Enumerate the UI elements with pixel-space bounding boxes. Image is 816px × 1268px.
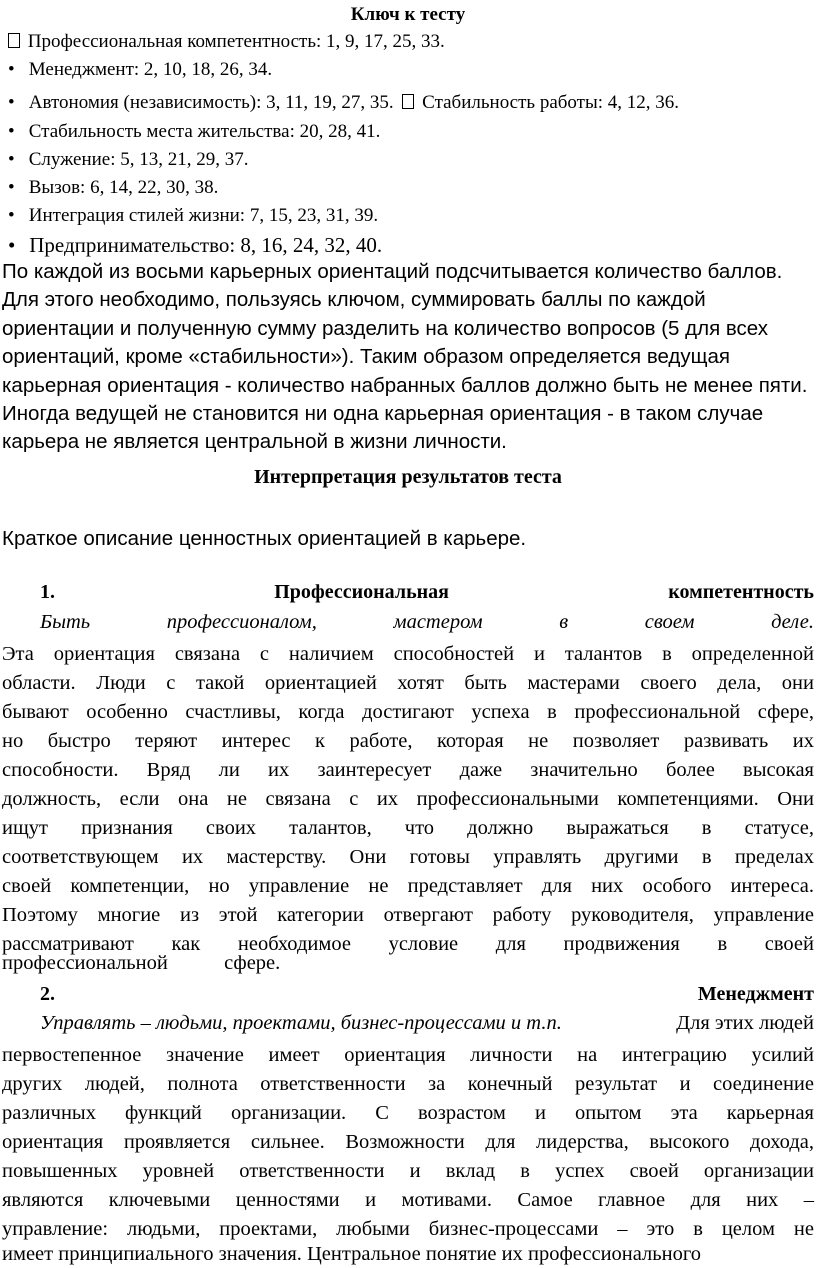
motto-word: своем (644, 611, 695, 633)
key-item (8, 149, 249, 171)
bullet-icon: • (8, 59, 15, 80)
body-line: области. Люди с такой ориентацией хотят быть мастерами своего дела, они (2, 672, 814, 694)
scoring-paragraph: По каждой из восьми карьерных ориентаций подсчитывается количество баллов. Для этого необходимо, пользуясь ключом, суммировать баллы по каждой ориентации и полученную сумму разделить на количество вопросов (5 для всех ориентаций, кроме «стабильности»). Таким образом определяется ведущая карьерная ориентация - количество набранных баллов должно быть не менее пяти. Иногда ведущей не становится ни одна карьерная ориентация - в таком случае карьера не является центральной в жизни личности. (2, 260, 808, 454)
key-item (8, 31, 445, 53)
key-item-text: Предпринимательство: 8, 16, 24, 32, 40. (29, 233, 383, 257)
bullet-icon: • (8, 177, 15, 198)
key-item-text: Стабильность работы: 4, 12, 36. (422, 92, 680, 113)
body-line: управление: людьми, проектами, любыми бизнес-процессами – это в целом не (2, 1218, 814, 1240)
key-item (8, 233, 382, 258)
motto-word: Быть (40, 611, 91, 633)
key-item-text: Автономия (независимость): 3, 11, 19, 27, 35. (28, 92, 394, 113)
motto-word: профессионалом, (166, 611, 317, 633)
body-line: Эта ориентация связана с наличием способностей и талантов в определенной (2, 643, 814, 665)
key-item-text: Интеграция стилей жизни: 7, 15, 23, 31, 39. (28, 205, 379, 226)
key-item (8, 177, 218, 199)
body-line: имеет принципиального значения. Центральное понятие их профессионального (2, 1243, 701, 1265)
checkbox-glyph-icon (402, 94, 414, 109)
body-words: Для этих людей (676, 1012, 814, 1034)
body-line: первостепенное значение имеет ориентация личности на интеграцию усилий (2, 1044, 814, 1066)
key-item-text: Вызов: 6, 14, 22, 30, 38. (28, 177, 219, 198)
key-item (8, 205, 378, 227)
checkbox-glyph-icon (8, 33, 20, 48)
key-item-text: Стабильность места жительства: 20, 28, 41. (28, 121, 381, 142)
interpretation-heading: Интерпретация результатов теста (254, 466, 562, 488)
key-item-text: Менеджмент: 2, 10, 18, 26, 34. (28, 59, 273, 80)
body-line-last (2, 952, 280, 975)
section2-motto-line (40, 1012, 814, 1035)
motto-word: в (559, 611, 569, 633)
section1-number: 1. (40, 581, 55, 603)
body-line: ориентация проявляется сильнее. Возможности для лидерства, высокого дохода, (2, 1131, 814, 1153)
body-line: различных функций организации. С возрастом и опытом эта карьерная (2, 1102, 814, 1124)
bullet-icon: • (8, 233, 16, 257)
key-item-text: Профессиональная компетентность: 1, 9, 17, 25, 33. (27, 31, 445, 52)
body-word: сфере. (224, 952, 281, 974)
body-word: профессиональной (2, 952, 168, 974)
body-line: ищут признания своих талантов, что должно выражаться в статусе, (2, 817, 814, 839)
page-title: Ключ к тесту (350, 4, 466, 25)
key-item-text: Служение: 5, 13, 21, 29, 37. (28, 149, 249, 170)
section1-motto (40, 611, 814, 634)
body-line: Поэтому многие из этой категории отвергают работу руководителя, управление (2, 904, 814, 926)
bullet-icon: • (8, 205, 15, 226)
bullet-icon: • (8, 149, 15, 170)
body-line: являются ключевыми ценностями и мотивами. Самое главное для них – (2, 1189, 814, 1211)
section2-number: 2. (40, 983, 55, 1005)
section1-title-word: Профессиональная (274, 581, 449, 603)
body-line: своей компетенции, но управление не представляет для них особого интереса. (2, 875, 814, 897)
section2-title: Менеджмент (697, 983, 814, 1005)
section1-heading (40, 581, 814, 604)
motto-word: мастером (393, 611, 483, 633)
intro-text: Краткое описание ценностных ориентацией в карьере. (2, 527, 527, 550)
body-line: рассматривают как необходимое условие для продвижения в своей (2, 933, 814, 955)
section2-heading (40, 983, 814, 1006)
body-line: соответствующем их мастерству. Они готовы управлять другими в пределах (2, 846, 814, 868)
body-line: повышенных уровней ответственности и вклад в успех своей организации (2, 1160, 814, 1182)
bullet-icon: • (8, 92, 15, 113)
section2-motto: Управлять – людьми, проектами, бизнес-процессами и т.п. (40, 1012, 562, 1034)
body-line: других людей, полнота ответственности за конечный результат и соединение (2, 1073, 814, 1095)
section1-title-word: компетентность (668, 581, 814, 603)
body-line: способности. Вряд ли их заинтересует даже значительно более высокая (2, 759, 814, 781)
body-line: бывают особенно счастливы, когда достигают успеха в профессиональной сфере, (2, 701, 814, 723)
body-line: но быстро теряют интерес к работе, которая не позволяет развивать их (2, 730, 814, 752)
key-item (8, 121, 380, 143)
key-item (8, 59, 272, 81)
motto-word: деле. (771, 611, 814, 633)
key-item (8, 92, 679, 114)
bullet-icon: • (8, 121, 15, 142)
body-line: должность, если она не связана с их профессиональными компетенциями. Они (2, 788, 814, 810)
